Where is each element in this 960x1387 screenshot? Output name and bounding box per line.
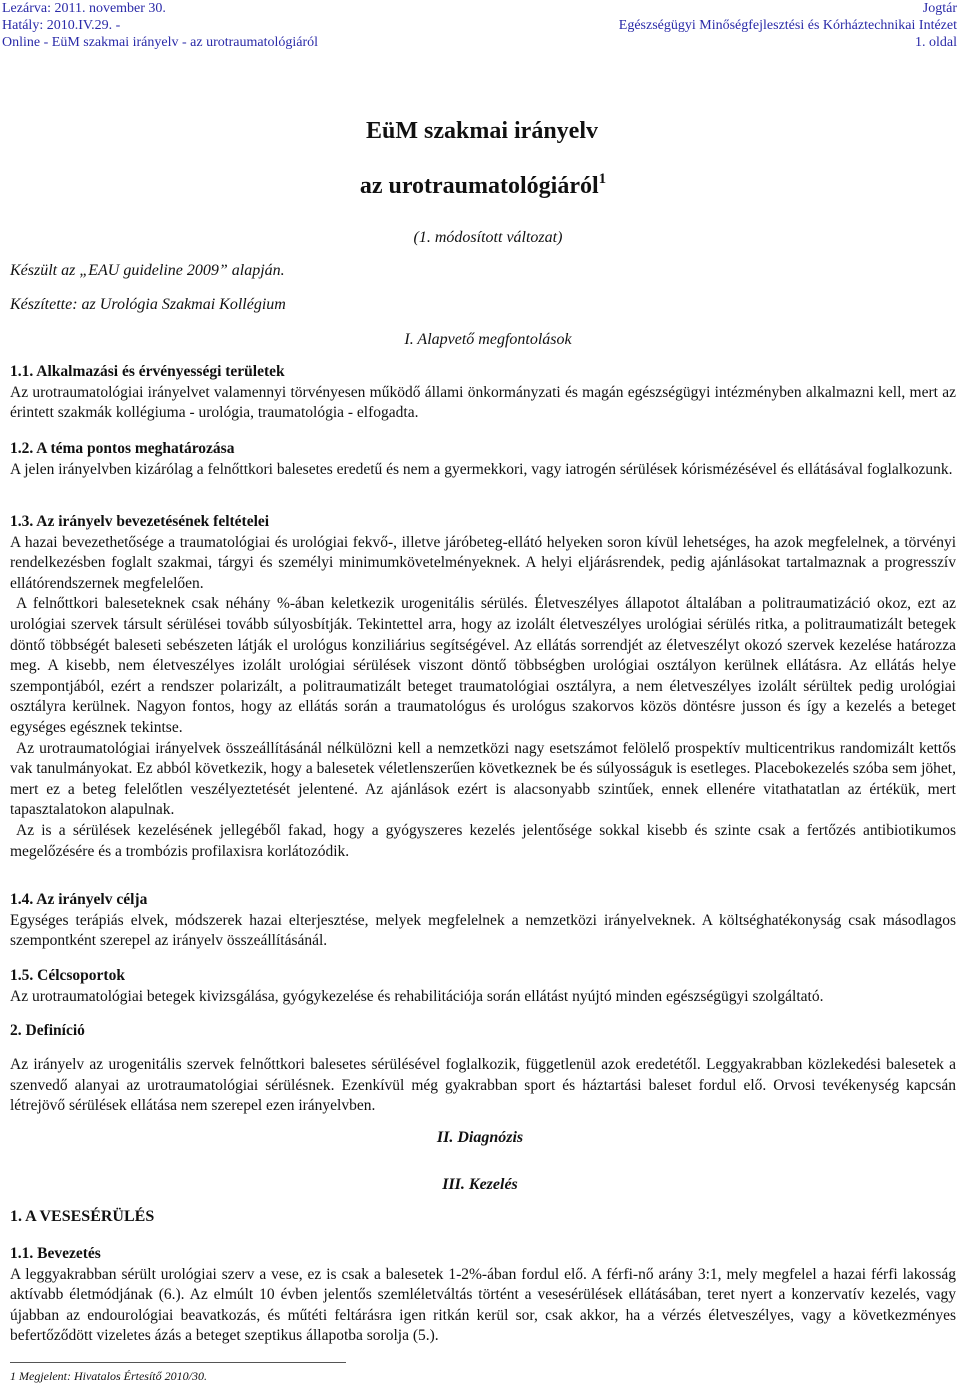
section-1-5-heading: 1.5. Célcsoportok [10, 967, 125, 984]
chapter-1-title: 1. A VESESÉRÜLÉS [10, 1208, 155, 1225]
section-1-4-heading: 1.4. Az irányelv célja [10, 891, 148, 908]
section-1-3 [10, 512, 956, 862]
doc-title-line1: EüM szakmai irányelv [366, 118, 598, 144]
based-on-note: Készült az „EAU guideline 2009” alapján. [10, 262, 285, 279]
header-effective-date: Hatály: 2010.IV.29. - [2, 18, 121, 33]
section-2-title: II. Diagnózis [436, 1129, 524, 1146]
section-1-3-paragraph: A felnőttkori baleseteknek csak néhány %-ában keletkezik urogenitális sérülés. Életveszélyes állapotot általában a politraumatizáció okoz, ezt az urológiai szervek társult sérülései tovább súlyosbítják. Tekintettel arra, hogy az izolált életveszélyes urológiai sérülés ritka, a politraumatizált betegek döntő többségét baleseti sebészeten látják el urológus konziliárius segítségével. Az ellátás sorrendjét az életveszélyt okozó szervek kezelése határozza meg. A kisebb, nem életveszélyes izolált urológiai sérülések viszont döntő többségben urológiai osztályon kerülnek ellátásra. Az ellátás helye szempontjából, ezért a rendszer polarizált, a politraumatizált beteget traumatológiai osztályra, a nem életveszélyes izolált sérültek pedig urológiai osztályra kerülnek. Nagyon fontos, hogy az ellátás során a traumatológus és urológus szakorvos közös döntésre jusson és így a kezelés a beteget egységes egésznek tekintse. [10, 595, 956, 736]
chapter-1-1-heading: 1.1. Bevezetés [10, 1245, 101, 1262]
section-1-3-paragraph: A hazai bevezethetősége a traumatológiai és urológiai fekvő-, illetve járóbeteg-ellátó helyeken soron kívül lehetséges, ha azok megfelelnek, a törvényi rendelkezésben foglalt szakmai, tárgyi és személyi minimumkövetelményeknek. A helyi eljárásrendek, pedig ajánlásokat tartalmaznak a progresszív ellátórendszernek megfelelően. [10, 533, 956, 592]
header-closed-date: Lezárva: 2011. november 30. [2, 1, 166, 16]
footnote-divider [10, 1362, 346, 1363]
section-1-5-text: Az urotraumatológiai betegek kivizsgálása, gyógykezelése és rehabilitációja során ellátást nyújtó minden egészségügyi szolgáltató. [10, 987, 824, 1005]
header-institute: Egészségügyi Minőségfejlesztési és Kórháztechnikai Intézet [618, 18, 957, 33]
section-1-1-text: Az urotraumatológiai irányelvet valamennyi törvényesen működő állami önkormányzati és magán egészségügyi intézményben alkalmazni kell, mert az érintett szakmák kollégiuma - urológia, traumatológia - elfogadta. [10, 383, 956, 422]
header-doc-title: Online - EüM szakmai irányelv - az urotraumatológiáról [2, 35, 319, 50]
section-1-1 [10, 362, 956, 424]
author-note: Készítette: az Urológia Szakmai Kollégium [10, 296, 286, 313]
section-1-2-heading: 1.2. A téma pontos meghatározása [10, 440, 235, 457]
section-1-4 [10, 890, 956, 952]
section-1-5 [10, 966, 956, 1007]
header-left [2, 0, 318, 51]
section-1-title: I. Alapvető megfontolások [404, 331, 572, 348]
section-1-2-text: A jelen irányelvben kizárólag a felnőttkori balesetes eredetű és nem a gyermekkori, vagy iatrogén sérülések kórismézésével és ellátásával foglalkozunk. [10, 460, 953, 478]
header-page-number: 1. oldal [915, 35, 957, 50]
section-1-3-heading: 1.3. Az irányelv bevezetésének feltételei [10, 513, 270, 530]
footnote: 1 Megjelent: Hivatalos Értesítő 2010/30. [10, 1369, 207, 1383]
section-1-1-heading: 1.1. Alkalmazási és érvényességi területek [10, 363, 285, 380]
doc-title-line2 [0, 173, 960, 200]
section-2-heading: 2. Definíció [10, 1022, 85, 1039]
footnote-ref: 1 [598, 171, 607, 187]
section-1-3-paragraph: Az is a sérülések kezelésének jellegéből fakad, hogy a gyógyszeres kezelés jelentősége sokkal kisebb és szinte csak a fertőzés antibiotikumos megelőzésére és a trombózis profilaxisra korlátozódik. [10, 821, 956, 860]
section-1-3-paragraph: Az urotraumatológiai irányelvek összeállításánál nélkülözni kell a nemzetközi nagy esetszámot felölelő prospektív multicentrikus randomizált kettős vak tanulmányokat. Ez abból következik, hogy a balesetek véletlenszerűen következnek be és súlyosságuk is esetleges. Placebokezelés szóba sem jöhet, mert ez a beteg felelőtlen veszélyeztetését jelentené. Az ajánlások ezért is alacsonyabb szintűek, ennek ellenére vitathatatlan az értékük, mert tapasztalatokon alapulnak. [10, 739, 956, 819]
section-1-4-text: Egységes terápiás elvek, módszerek hazai elterjesztése, melyek megfelelnek a nemzetközi irányelveknek. A költséghatékonyság csak másodlagos szempontként szerepel az irányelv összeállításánál. [10, 911, 956, 950]
section-2-heading-wrap [10, 1021, 956, 1042]
chapter-1-1-text: A leggyakrabban sérült urológiai szerv a vese, ez is csak a balesetek 1-2%-ában fordul elő. A férfi-nő arány 3:1, mely megfelel a hazai férfi lakosság aktívabb életmódjának (6.). Az elmúlt 10 évben jelentős szemléletváltás történt a vesesérülések ellátásában, teret nyert a konzervatív kezelés, vagy újabban az endourológiai beavatkozás, és műtéti feltárásra igen ritkán kerül sor, csak akkor, ha a vérzés életveszélyes, vagy a következményes befertőződött vizeletes ázás a beteget szeptikus állapotba sorolja (5.). [10, 1265, 956, 1345]
section-3-title: III. Kezelés [442, 1176, 518, 1193]
doc-version: (1. módosított változat) [413, 229, 563, 246]
header-publisher: Jogtár [922, 1, 957, 16]
section-2-text: Az irányelv az urogenitális szervek felnőttkori balesetes sérülésével foglalkozik, függetlenül azok eredetétől. Leggyakrabban közlekedési balesetek a szenvedő alanyai az urotraumatológiai sérülésnek. Ezenkívül még gyakrabban sport és háztartási baleset fordul elő. Orvosi tevékenység kapcsán létrejövő sérülések ellátása nem szerepel ezen irányelvben. [10, 1056, 956, 1115]
section-1-2 [10, 439, 956, 480]
section-2 [10, 1055, 956, 1117]
doc-title-subject: az urotraumatológiáról [359, 173, 599, 199]
header-right [619, 0, 957, 51]
chapter-1-1 [10, 1244, 956, 1347]
